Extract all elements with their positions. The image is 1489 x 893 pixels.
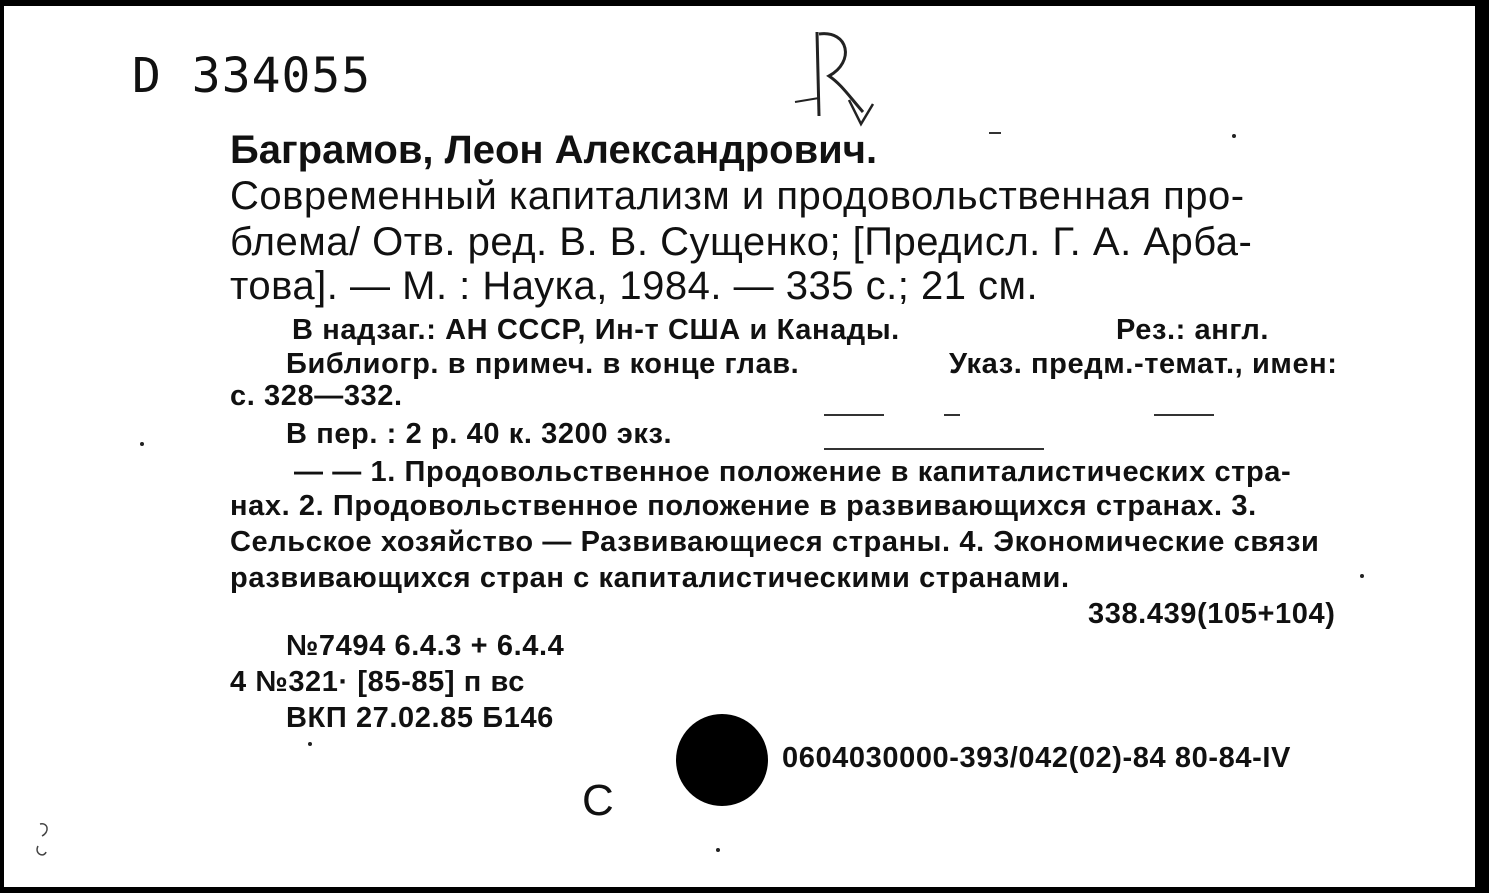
speck	[1154, 414, 1214, 416]
note-index: Указ. предм.-темат., имен:	[949, 348, 1338, 380]
catalog-line-3: ВКП 27.02.85 Б146	[286, 702, 554, 734]
catalog-line-1: №7494 6.4.3 + 6.4.4	[286, 630, 565, 662]
note-nadzag: В надзаг.: АН СССР, Ин-т США и Канады.	[292, 314, 900, 346]
speck	[308, 742, 312, 746]
title-line-3: това]. — М. : Наука, 1984. — 335 с.; 21 см.	[230, 264, 1039, 308]
bottom-letter: С	[582, 776, 614, 825]
price-copies: В пер. : 2 р. 40 к. 3200 экз.	[286, 418, 673, 450]
note-resume: Рез.: англ.	[1116, 314, 1270, 346]
call-number: D 334055	[132, 48, 372, 104]
speck	[140, 442, 144, 446]
note-pages: с. 328—332.	[230, 380, 403, 412]
speck	[26, 818, 56, 868]
subject-line-1: — — 1. Продовольственное положение в капиталистических стра-	[294, 456, 1292, 488]
speck	[824, 448, 1044, 450]
speck	[944, 414, 960, 416]
subject-line-3: Сельское хозяйство — Развивающиеся страны. 4. Экономические связи	[230, 526, 1320, 558]
print-code: 0604030000-393/042(02)-84 80-84-IV	[782, 742, 1291, 774]
title-line-1: Современный капитализм и продовольственная про-	[230, 174, 1245, 218]
note-bibliography: Библиогр. в примеч. в конце глав.	[286, 348, 800, 380]
speck	[824, 414, 884, 416]
title-line-2: блема/ Отв. ред. В. В. Сущенко; [Предисл. Г. А. Арба-	[230, 220, 1253, 264]
classification-code: 338.439(105+104)	[1088, 598, 1336, 630]
author-heading: Баграмов, Леон Александрович.	[230, 128, 878, 172]
speck	[1360, 574, 1364, 578]
catalog-line-2: 4 №321· [85-85] п вс	[230, 666, 525, 698]
speck	[716, 848, 720, 852]
subject-line-4: развивающихся стран с капиталистическими странами.	[230, 562, 1070, 594]
speck	[989, 132, 1001, 134]
handwritten-initial-icon	[789, 24, 879, 134]
speck	[1232, 134, 1236, 138]
subject-line-2: нах. 2. Продовольственное положение в развивающихся странах. 3.	[230, 490, 1257, 522]
punch-hole-icon	[676, 714, 768, 806]
